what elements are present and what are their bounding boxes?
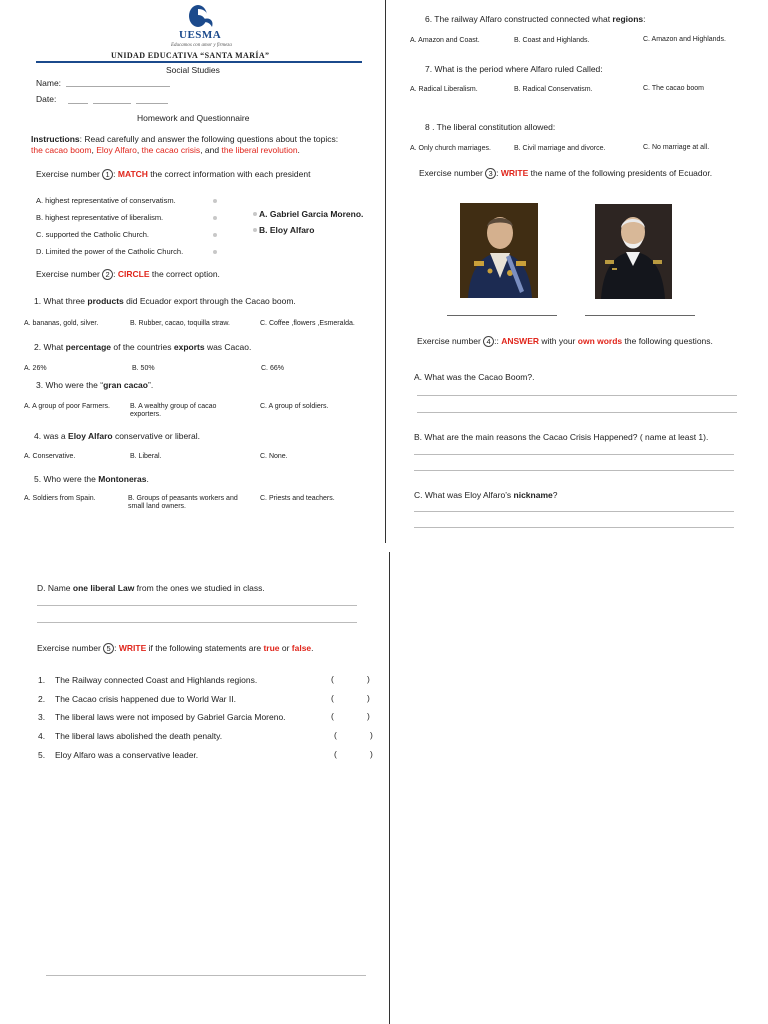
- question-keyword: regions: [612, 14, 644, 24]
- logo-text: UESMA: [179, 29, 222, 41]
- option[interactable]: C. The cacao boom: [643, 85, 704, 92]
- exercise-keyword: ANSWER: [501, 336, 540, 346]
- question-text: 1. What three: [34, 296, 88, 306]
- date-field-year[interactable]: [136, 103, 168, 104]
- exercise-colon: :: [113, 169, 118, 179]
- answer-line[interactable]: [417, 395, 737, 396]
- match-right-item: B. Eloy Alfaro: [259, 225, 315, 235]
- match-right-item: A. Gabriel Garcia Moreno.: [259, 209, 364, 219]
- statement-number: 1.: [38, 675, 46, 685]
- exercise-colon: :: [114, 643, 119, 653]
- answer-paren-close: ): [370, 749, 373, 759]
- statement-text: Eloy Alfaro was a conservative leader.: [55, 750, 199, 760]
- instructions-topics: [31, 145, 300, 155]
- answer-line[interactable]: [414, 454, 734, 455]
- answer-paren-open: (: [334, 749, 337, 759]
- true-false-blank[interactable]: [338, 693, 366, 704]
- school-name: UNIDAD EDUCATIVA “SANTA MARÍA”: [111, 51, 270, 60]
- answer-line-president-1[interactable]: [447, 315, 557, 316]
- question-text: 4. was a: [34, 431, 69, 441]
- statement-text: The liberal laws were not imposed by Gabriel Garcia Moreno.: [55, 712, 286, 722]
- topic-separator: , and: [200, 145, 222, 155]
- false-keyword: false: [291, 643, 312, 653]
- question-1: [34, 296, 296, 306]
- question-text: C. What was Eloy Alfaro’s: [414, 490, 514, 500]
- answer-paren-close: ): [367, 711, 370, 721]
- question-text: 6. The railway Alfaro constructed connected what: [425, 14, 613, 24]
- instructions-label: Instructions: [31, 134, 80, 144]
- question-4: [34, 431, 200, 441]
- date-field-day[interactable]: [68, 103, 88, 104]
- option[interactable]: C. A group of soldiers.: [260, 403, 329, 410]
- exercise-instruction: the name of the following presidents of Ecuador.: [528, 168, 713, 178]
- answer-line-president-2[interactable]: [585, 315, 695, 316]
- answer-line[interactable]: [37, 605, 357, 606]
- question-2: [34, 342, 251, 352]
- school-logo: [176, 3, 226, 43]
- column-divider-bottom: [389, 552, 390, 1024]
- question-keyword: exports: [173, 342, 205, 352]
- document-title: Homework and Questionnaire: [137, 113, 250, 123]
- question-text: :: [643, 14, 646, 24]
- option[interactable]: B. Groups of peasants workers and small land owners.: [128, 495, 238, 510]
- option[interactable]: A. Soldiers from Spain.: [24, 495, 96, 502]
- question-text: of the countries: [111, 342, 174, 352]
- subject-title: Social Studies: [166, 65, 220, 75]
- instructions-text: : Read carefully and answer the following questions about the topics:: [79, 134, 339, 144]
- statement-number: 5.: [38, 750, 46, 760]
- exercise-number-badge: 2: [102, 269, 113, 280]
- question-text: conservative or liberal.: [112, 431, 200, 441]
- exercise-keyword: CIRCLE: [117, 269, 150, 279]
- question-keyword: Montoneras: [98, 474, 147, 484]
- name-field[interactable]: [66, 86, 170, 87]
- header-rule: [36, 61, 362, 63]
- question-8: [425, 122, 555, 132]
- exercise-5-heading: [37, 643, 314, 654]
- match-dot-left[interactable]: [213, 250, 217, 254]
- exercise-instruction: the following questions.: [622, 336, 713, 346]
- answer-paren-open: (: [331, 674, 334, 684]
- option[interactable]: B. Rubber, cacao, toquilla straw.: [130, 320, 230, 327]
- question-text: 7. What is the period where Alfaro ruled Called:: [425, 64, 603, 74]
- match-dot-left[interactable]: [213, 199, 217, 203]
- portrait-garcia-moreno: [460, 203, 538, 298]
- question-keyword: products: [87, 296, 124, 306]
- portrait-eloy-alfaro: [595, 204, 672, 299]
- question-text: from the ones we studied in class.: [134, 583, 265, 593]
- option[interactable]: B. A wealthy group of cacao exporters.: [130, 403, 217, 418]
- date-field-month[interactable]: [93, 103, 131, 104]
- exercise-4-heading: [417, 336, 713, 347]
- match-left-item: C. supported the Catholic Church.: [36, 230, 149, 239]
- column-divider-top: [385, 0, 386, 543]
- exercise-number-badge: 5: [103, 643, 114, 654]
- exercise-instruction: or: [279, 643, 292, 653]
- question-6: [425, 14, 646, 24]
- question-keyword: gran cacao: [103, 380, 148, 390]
- option[interactable]: A. Only church marriages.: [410, 145, 491, 152]
- question-7: [425, 64, 603, 74]
- option[interactable]: C. No marriage at all.: [643, 144, 710, 151]
- option[interactable]: B. Civil marriage and divorce.: [514, 145, 606, 152]
- statement-text: The Cacao crisis happened due to World War II.: [55, 694, 236, 704]
- topic-cacao-boom: the cacao boom: [31, 145, 92, 155]
- date-label: Date:: [36, 94, 57, 104]
- exercise-keyword: WRITE: [500, 168, 529, 178]
- question-4c: [414, 490, 557, 500]
- exercise-number-badge: 4: [483, 336, 494, 347]
- exercise-number-badge: 1: [102, 169, 113, 180]
- question-keyword: one liberal Law: [72, 583, 135, 593]
- topic-end: .: [297, 145, 300, 155]
- answer-paren-open: (: [334, 730, 337, 740]
- exercise-instruction: the correct information with each president: [147, 169, 311, 179]
- answer-line[interactable]: [414, 470, 734, 471]
- match-dot-left[interactable]: [213, 216, 217, 220]
- footer-rule: [46, 975, 366, 976]
- exercise-keyword: MATCH: [117, 169, 148, 179]
- option[interactable]: B. Radical Conservatism.: [514, 86, 593, 93]
- true-false-blank[interactable]: [341, 749, 369, 760]
- answer-line[interactable]: [414, 527, 734, 528]
- statement-number: 2.: [38, 694, 46, 704]
- true-false-blank[interactable]: [338, 674, 366, 685]
- true-keyword: true: [263, 643, 280, 653]
- option[interactable]: A. A group of poor Farmers.: [24, 403, 110, 410]
- statement-text: The Railway connected Coast and Highlands regions.: [55, 675, 258, 685]
- match-dot-right[interactable]: [253, 228, 257, 232]
- answer-line[interactable]: [37, 622, 357, 623]
- topic-eloy-alfaro: Eloy Alfaro: [96, 145, 137, 155]
- exercise-prefix: Exercise number: [417, 336, 484, 346]
- exercise-prefix: Exercise number: [36, 169, 103, 179]
- option[interactable]: A. Radical Liberalism.: [410, 86, 478, 93]
- match-left-item: B. highest representative of liberalism.: [36, 213, 164, 222]
- exercise-1-heading: [36, 169, 310, 180]
- exercise-3-heading: [419, 168, 712, 179]
- option[interactable]: B. Coast and Highlands.: [514, 37, 590, 44]
- question-text: ?: [552, 490, 558, 500]
- topic-liberal-revolution: the liberal revolution: [221, 145, 298, 155]
- question-5: [34, 474, 149, 484]
- exercise-prefix: Exercise number: [37, 643, 104, 653]
- true-false-blank[interactable]: [341, 730, 369, 741]
- exercise-colon: :: [496, 168, 501, 178]
- option[interactable]: B. 50%: [132, 365, 155, 372]
- question-text: 5. Who were the: [34, 474, 99, 484]
- logo-tagline: Educamos con amor y firmeza: [171, 43, 232, 48]
- option[interactable]: C. None.: [260, 453, 288, 460]
- exercise-2-heading: [36, 269, 220, 280]
- answer-paren-open: (: [331, 693, 334, 703]
- answer-paren-open: (: [331, 711, 334, 721]
- option[interactable]: B. Liberal.: [130, 453, 162, 460]
- exercise-colon: :: [113, 269, 118, 279]
- answer-paren-close: ): [367, 693, 370, 703]
- match-left-item: A. highest representative of conservatism.: [36, 196, 176, 205]
- match-dot-left[interactable]: [213, 233, 217, 237]
- statement-number: 3.: [38, 712, 46, 722]
- answer-paren-close: ): [370, 730, 373, 740]
- option[interactable]: C. Priests and teachers.: [260, 495, 335, 502]
- exercise-prefix: Exercise number: [36, 269, 103, 279]
- match-left-item: D. Limited the power of the Catholic Church.: [36, 247, 184, 256]
- statement-text: The liberal laws abolished the death penalty.: [55, 731, 223, 741]
- exercise-instruction: .: [311, 643, 314, 653]
- question-text: 2. What: [34, 342, 66, 352]
- topic-cacao-crisis: the cacao crisis: [141, 145, 201, 155]
- question-text: was Cacao.: [204, 342, 252, 352]
- option[interactable]: A. Amazon and Coast.: [410, 37, 480, 44]
- statement-number: 4.: [38, 731, 46, 741]
- option[interactable]: C. Amazon and Highlands.: [643, 36, 726, 43]
- question-4d: [37, 583, 265, 593]
- true-false-blank[interactable]: [338, 711, 366, 722]
- answer-line[interactable]: [414, 511, 734, 512]
- exercise-instruction: with your: [539, 336, 578, 346]
- question-text: did Ecuador export through the Cacao boom.: [123, 296, 296, 306]
- topic-separator: ,: [91, 145, 97, 155]
- question-text: ”.: [147, 380, 154, 390]
- question-text: .: [146, 474, 149, 484]
- answer-paren-close: ): [367, 674, 370, 684]
- question-4b: B. What are the main reasons the Cacao Crisis Happened? ( name at least 1).: [414, 432, 709, 442]
- question-4a: A. What was the Cacao Boom?.: [414, 372, 535, 382]
- exercise-prefix: Exercise number: [419, 168, 486, 178]
- instructions-line-1: [31, 134, 338, 144]
- exercise-instruction: the correct option.: [149, 269, 220, 279]
- topic-separator: ,: [136, 145, 142, 155]
- exercise-keyword-2: own words: [577, 336, 623, 346]
- name-label: Name:: [36, 78, 62, 88]
- school-logo-icon: [176, 3, 226, 31]
- question-keyword: nickname: [513, 490, 553, 500]
- question-text: 3. Who were the “: [36, 380, 104, 390]
- question-text: D. Name: [37, 583, 73, 593]
- exercise-colon: ::: [494, 336, 502, 346]
- exercise-number-badge: 3: [485, 168, 496, 179]
- option[interactable]: A. Conservative.: [24, 453, 76, 460]
- question-keyword: Eloy Alfaro: [68, 431, 113, 441]
- exercise-keyword: WRITE: [118, 643, 147, 653]
- question-text: 8 . The liberal constitution allowed:: [425, 122, 556, 132]
- option[interactable]: A. 26%: [24, 365, 47, 372]
- question-keyword: percentage: [65, 342, 112, 352]
- option[interactable]: A. bananas, gold, silver.: [24, 320, 99, 327]
- question-3: [36, 380, 153, 390]
- option[interactable]: C. Coffee ,flowers ,Esmeralda.: [260, 320, 355, 327]
- option[interactable]: C. 66%: [261, 365, 284, 372]
- exercise-instruction: if the following statements are: [146, 643, 264, 653]
- match-dot-right[interactable]: [253, 212, 257, 216]
- answer-line[interactable]: [417, 412, 737, 413]
